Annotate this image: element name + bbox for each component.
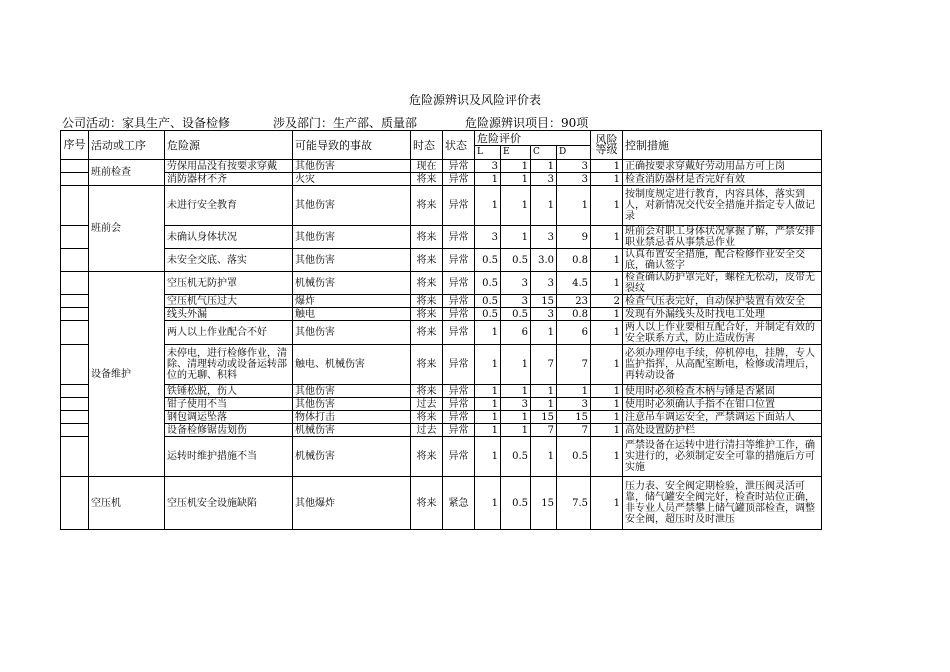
tense-cell: 将来	[411, 321, 443, 345]
l-cell: 1	[475, 385, 501, 398]
seq-cell	[61, 186, 89, 226]
control-cell: 使用时必须确认手指不在钳口位置	[623, 398, 822, 411]
accident-cell: 火灾	[293, 173, 411, 186]
state-cell: 异常	[443, 345, 475, 385]
table-row	[61, 424, 822, 437]
l-cell: 1	[475, 411, 501, 424]
d-cell: 3	[557, 160, 591, 173]
state-cell: 异常	[443, 385, 475, 398]
tense-cell: 将来	[411, 411, 443, 424]
state-cell: 异常	[443, 411, 475, 424]
hazard-cell: 空压机气压过大	[165, 295, 293, 308]
e-cell: 1	[501, 186, 531, 226]
state-cell: 异常	[443, 321, 475, 345]
control-cell: 必须办理停电手续，停机停电，挂牌，专人监护指挥，从高配室断电，检修或清理后，再转动设备	[623, 345, 822, 385]
state-cell: 紧急	[443, 477, 475, 530]
accident-cell: 其他伤害	[293, 160, 411, 173]
hazard-cell: 消防器材不齐	[165, 173, 293, 186]
e-cell: 3	[501, 398, 531, 411]
table-row	[61, 345, 822, 385]
table-row	[61, 295, 822, 308]
tense-cell: 将来	[411, 249, 443, 272]
table-row	[61, 173, 822, 186]
d-cell: 6	[557, 321, 591, 345]
seq-cell	[61, 226, 89, 249]
tense-cell: 将来	[411, 345, 443, 385]
d-cell: 15	[557, 411, 591, 424]
d-cell: 9	[557, 226, 591, 249]
control-cell: 压力表、安全阀定期检验，泄压阀灵活可靠，储气罐安全阀完好，检查时站位正确，非专业人员严禁攀上储气罐顶部检查，调整安全阀，超压时及时泄压	[623, 477, 822, 530]
hazard-cell: 未进行安全教育	[165, 186, 293, 226]
control-cell: 发现有外漏线头及时找电工处理	[623, 308, 822, 321]
company-activity: 公司活动：家具生产、设备检修	[62, 116, 231, 130]
tense-cell: 将来	[411, 186, 443, 226]
table-row	[61, 477, 822, 530]
activity-cell: 设备维护	[89, 272, 165, 477]
l-cell: 0.5	[475, 249, 501, 272]
d-cell: 1	[557, 385, 591, 398]
e-cell: 1	[501, 173, 531, 186]
d-cell: 0.5	[557, 437, 591, 477]
accident-cell: 其他伤害	[293, 385, 411, 398]
header-activity: 活动或工序	[89, 131, 165, 160]
hazard-cell: 未安全交底、落实	[165, 249, 293, 272]
risk-level-cell: 1	[591, 226, 623, 249]
d-cell: 0.8	[557, 308, 591, 321]
accident-cell: 其他伤害	[293, 226, 411, 249]
tense-cell: 将来	[411, 308, 443, 321]
header-state: 状态	[443, 131, 475, 160]
state-cell: 异常	[443, 295, 475, 308]
control-cell: 严禁设备在运转中进行清扫等维护工作，确实进行的，必须制定安全可靠的措施后方可实施	[623, 437, 822, 477]
e-cell: 1	[501, 160, 531, 173]
control-cell: 检查消防器材是否完好有效	[623, 173, 822, 186]
seq-cell	[61, 160, 89, 173]
hazard-cell: 劳保用品没有按要求穿戴	[165, 160, 293, 173]
header-seq: 序号	[61, 131, 89, 160]
activity-cell: 空压机	[89, 477, 165, 530]
control-cell: 按制度规定进行教育，内容具体，落实到人，对新情况交代安全措施并指定专人做记录	[623, 186, 822, 226]
seq-cell	[61, 345, 89, 385]
tense-cell: 将来	[411, 173, 443, 186]
accident-cell: 爆炸	[293, 295, 411, 308]
seq-cell	[61, 272, 89, 295]
header-hazard: 危险源	[165, 131, 293, 160]
table-row	[61, 226, 822, 249]
state-cell: 异常	[443, 272, 475, 295]
c-cell: 7	[531, 424, 557, 437]
header-tense: 时态	[411, 131, 443, 160]
state-cell: 异常	[443, 398, 475, 411]
e-cell: 1	[501, 345, 531, 385]
accident-cell: 其他伤害	[293, 321, 411, 345]
c-cell: 1	[531, 398, 557, 411]
tense-cell: 将来	[411, 385, 443, 398]
seq-cell	[61, 424, 89, 437]
seq-cell	[61, 295, 89, 308]
table-body	[61, 160, 822, 530]
page-title: 危险源辨识及风险评价表	[408, 93, 541, 107]
e-cell: 1	[501, 411, 531, 424]
d-cell: 3	[557, 173, 591, 186]
c-cell: 3	[531, 272, 557, 295]
accident-cell: 物体打击	[293, 411, 411, 424]
accident-cell: 机械伤害	[293, 437, 411, 477]
accident-cell: 触电	[293, 308, 411, 321]
risk-level-cell: 1	[591, 398, 623, 411]
d-cell: 4.5	[557, 272, 591, 295]
table-row	[61, 186, 822, 226]
state-cell: 异常	[443, 186, 475, 226]
risk-level-cell: 1	[591, 411, 623, 424]
control-cell: 认真布置安全措施，配合检修作业安全交底，确认签字	[623, 249, 822, 272]
l-cell: 3	[475, 160, 501, 173]
seq-cell	[61, 385, 89, 398]
d-cell: 7.5	[557, 477, 591, 530]
e-cell: 3	[501, 295, 531, 308]
l-cell: 0.5	[475, 272, 501, 295]
seq-cell	[61, 411, 89, 424]
control-cell: 两人以上作业要相互配合好，并制定有效的安全联系方式，防止造成伤害	[623, 321, 822, 345]
hazard-cell: 钳子使用不当	[165, 398, 293, 411]
e-cell: 1	[501, 424, 531, 437]
e-cell: 0.5	[501, 308, 531, 321]
e-cell: 0.5	[501, 477, 531, 530]
header-row	[61, 131, 822, 146]
c-cell: 1	[531, 385, 557, 398]
tense-cell: 将来	[411, 226, 443, 249]
d-cell: 23	[557, 295, 591, 308]
accident-cell: 其他爆炸	[293, 477, 411, 530]
state-cell: 异常	[443, 173, 475, 186]
risk-table	[60, 130, 822, 530]
risk-level-cell: 1	[591, 249, 623, 272]
accident-cell: 其他伤害	[293, 186, 411, 226]
departments: 涉及部门：生产部、质量部	[273, 116, 418, 130]
risk-level-cell: 1	[591, 308, 623, 321]
control-cell: 正确按要求穿戴好劳动用品方可上岗	[623, 160, 822, 173]
table-row	[61, 437, 822, 477]
e-cell: 6	[501, 321, 531, 345]
accident-cell: 机械伤害	[293, 272, 411, 295]
l-cell: 3	[475, 226, 501, 249]
e-cell: 1	[501, 226, 531, 249]
activity-cell: 班前检查	[89, 160, 165, 186]
d-cell: 0.8	[557, 249, 591, 272]
control-cell: 使用时必须检查木柄与锤是否紧固	[623, 385, 822, 398]
tense-cell: 将来	[411, 477, 443, 530]
e-cell: 0.5	[501, 249, 531, 272]
seq-cell	[61, 437, 89, 477]
l-cell: 1	[475, 321, 501, 345]
header-l: L	[475, 146, 501, 160]
d-cell: 7	[557, 424, 591, 437]
accident-cell: 机械伤害	[293, 424, 411, 437]
header-e: E	[501, 146, 531, 160]
header-risk-level: 风险等级	[591, 131, 623, 160]
table-row	[61, 160, 822, 173]
risk-level-cell: 1	[591, 437, 623, 477]
l-cell: 1	[475, 345, 501, 385]
control-cell: 注意吊车调运安全，严禁调运下面站人	[623, 411, 822, 424]
c-cell: 1	[531, 186, 557, 226]
activity-cell: 班前会	[89, 186, 165, 272]
risk-level-cell: 2	[591, 295, 623, 308]
risk-level-cell: 1	[591, 272, 623, 295]
l-cell: 1	[475, 186, 501, 226]
d-cell: 7	[557, 345, 591, 385]
seq-cell	[61, 308, 89, 321]
accident-cell: 触电、机械伤害	[293, 345, 411, 385]
table-row	[61, 398, 822, 411]
project-count: 危险源辨识项目：90项	[465, 116, 589, 130]
table-row	[61, 249, 822, 272]
state-cell: 异常	[443, 424, 475, 437]
state-cell: 异常	[443, 226, 475, 249]
d-cell: 3	[557, 398, 591, 411]
header-accident: 可能导致的事故	[293, 131, 411, 160]
header-d: D	[557, 146, 591, 160]
hazard-cell: 空压机安全设施缺陷	[165, 477, 293, 530]
risk-level-cell: 1	[591, 186, 623, 226]
hazard-cell: 未停电，进行检修作业，清除、清理转动或设备运转部位的无聊、积料	[165, 345, 293, 385]
c-cell: 3.0	[531, 249, 557, 272]
hazard-cell: 铁锤松脱，伤人	[165, 385, 293, 398]
tense-cell: 过去	[411, 398, 443, 411]
hazard-cell: 两人以上作业配合不好	[165, 321, 293, 345]
table-row	[61, 321, 822, 345]
c-cell: 3	[531, 226, 557, 249]
table-row	[61, 272, 822, 295]
hazard-cell: 线头外漏	[165, 308, 293, 321]
hazard-cell: 钢包调运坠落	[165, 411, 293, 424]
tense-cell: 将来	[411, 272, 443, 295]
c-cell: 7	[531, 345, 557, 385]
risk-level-cell: 1	[591, 345, 623, 385]
control-cell: 检查气压表完好，自动保护装置有效安全	[623, 295, 822, 308]
hazard-cell: 运转时维护措施不当	[165, 437, 293, 477]
risk-level-cell: 1	[591, 477, 623, 530]
d-cell: 1	[557, 186, 591, 226]
state-cell: 异常	[443, 160, 475, 173]
header-control: 控制措施	[623, 131, 822, 160]
risk-level-cell: 1	[591, 173, 623, 186]
risk-level-cell: 1	[591, 424, 623, 437]
risk-level-cell: 1	[591, 385, 623, 398]
control-cell: 班前会对职工身体状况掌握了解，严禁安排职业禁忌者从事禁忌作业	[623, 226, 822, 249]
l-cell: 1	[475, 477, 501, 530]
c-cell: 15	[531, 295, 557, 308]
state-cell: 异常	[443, 308, 475, 321]
header-c: C	[531, 146, 557, 160]
hazard-cell: 空压机无防护罩	[165, 272, 293, 295]
table-row	[61, 385, 822, 398]
control-cell: 高处设置防护栏	[623, 424, 822, 437]
state-cell: 异常	[443, 249, 475, 272]
seq-cell	[61, 249, 89, 272]
hazard-cell: 未确认身体状况	[165, 226, 293, 249]
l-cell: 1	[475, 424, 501, 437]
c-cell: 1	[531, 321, 557, 345]
c-cell: 3	[531, 308, 557, 321]
hazard-cell: 设备检修锯齿划伤	[165, 424, 293, 437]
control-cell: 检查确认防护罩完好，螺栓无松动，皮带无裂纹	[623, 272, 822, 295]
e-cell: 0.5	[501, 437, 531, 477]
header-risk-eval: 危险评价	[475, 131, 591, 146]
state-cell: 异常	[443, 437, 475, 477]
l-cell: 0.5	[475, 295, 501, 308]
c-cell: 15	[531, 411, 557, 424]
tense-cell: 将来	[411, 295, 443, 308]
seq-cell	[61, 477, 89, 530]
c-cell: 1	[531, 437, 557, 477]
seq-cell	[61, 398, 89, 411]
c-cell: 15	[531, 477, 557, 530]
seq-cell	[61, 173, 89, 186]
l-cell: 1	[475, 437, 501, 477]
c-cell: 3	[531, 173, 557, 186]
e-cell: 3	[501, 272, 531, 295]
e-cell: 1	[501, 385, 531, 398]
table-row	[61, 308, 822, 321]
tense-cell: 过去	[411, 424, 443, 437]
risk-level-cell: 1	[591, 321, 623, 345]
l-cell: 0.5	[475, 308, 501, 321]
accident-cell: 其他伤害	[293, 398, 411, 411]
tense-cell: 现在	[411, 160, 443, 173]
risk-level-cell: 1	[591, 160, 623, 173]
accident-cell: 其他伤害	[293, 249, 411, 272]
l-cell: 1	[475, 398, 501, 411]
c-cell: 1	[531, 160, 557, 173]
tense-cell: 将来	[411, 437, 443, 477]
table-row	[61, 411, 822, 424]
l-cell: 1	[475, 173, 501, 186]
seq-cell	[61, 321, 89, 345]
